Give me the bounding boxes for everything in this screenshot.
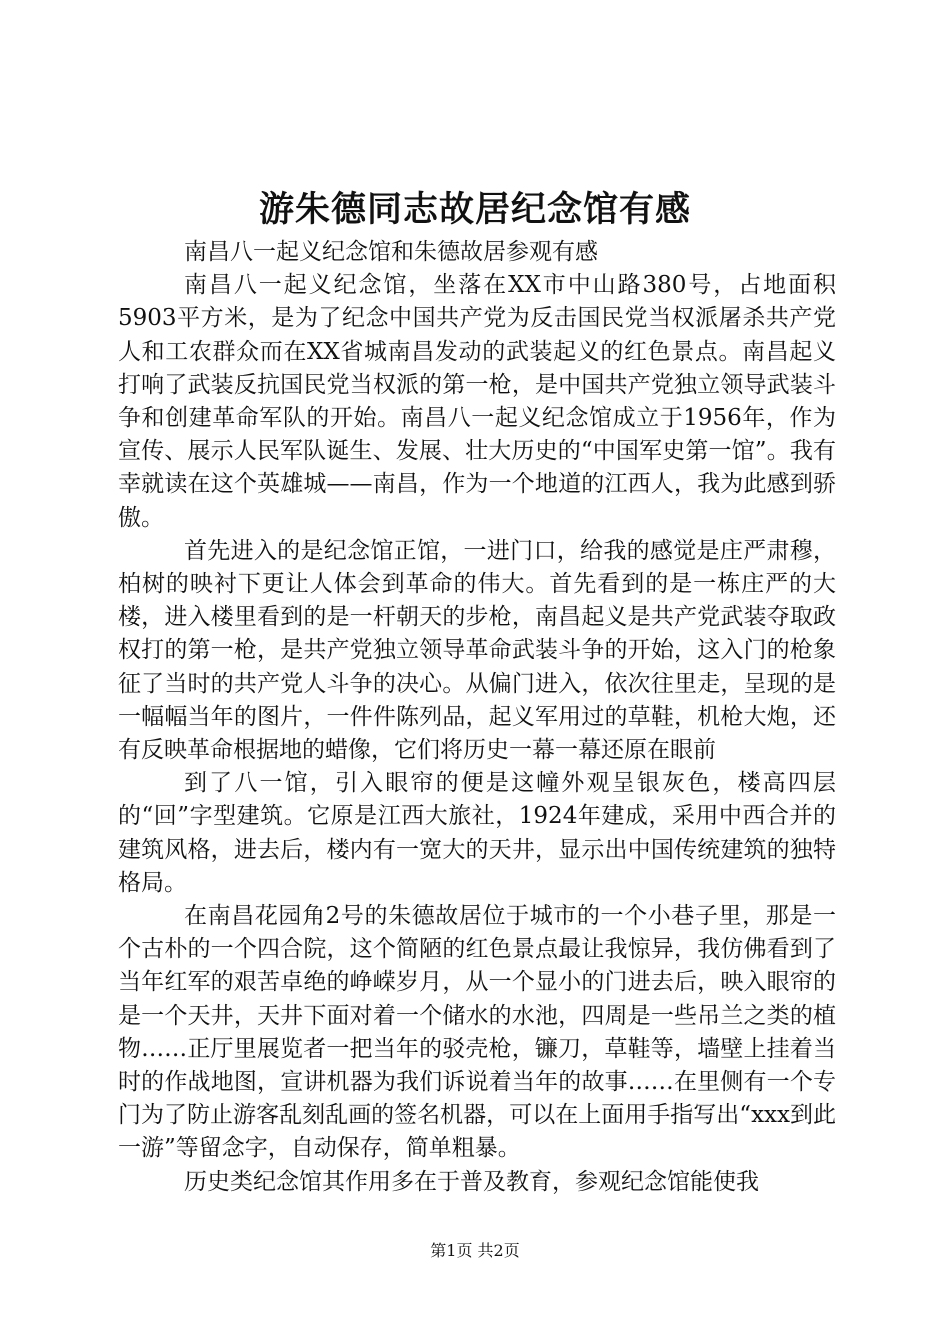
- document-title: 游朱德同志故居纪念馆有感: [258, 189, 691, 230]
- page-number-footer: 第1页 共2页: [430, 1241, 520, 1260]
- document-body: [118, 236, 836, 1199]
- paragraph-bayi-hall: 到了八一馆，引入眼帘的便是这幢外观呈银灰色，楼高四层的“回”字型建筑。它原是江西大旅社，1924年建成，采用中西合并的建筑风格，进去后，楼内有一宽大的天井，显示出中国传统建筑的独特格局。: [118, 770, 836, 896]
- paragraph-history-museums: 历史类纪念馆其作用多在于普及教育，参观纪念馆能使我: [184, 1168, 759, 1195]
- paragraph-main-hall: 首先进入的是纪念馆正馆，一进门口，给我的感觉是庄严肃穆，柏树的映衬下更让人体会到革命的伟大。首先看到的是一栋庄严的大楼，进入楼里看到的是一杆朝天的步枪，南昌起义是共产党武装夺取政权打的第一枪，是共产党独立领导革命武装斗争的开始，这入门的枪象征了当时的共产党人斗争的决心。从偏门进入，依次往里走，呈现的是一幅幅当年的图片，一件件陈列品，起义军用过的草鞋，机枪大炮，还有反映革命根据地的蜡像，它们将历史一幕一幕还原在眼前: [118, 537, 836, 764]
- paragraph-zhude-residence: 在南昌花园角2号的朱德故居位于城市的一个小巷子里，那是一个古朴的一个四合院，这个简陋的红色景点最让我惊异，我仿佛看到了当年红军的艰苦卓绝的峥嵘岁月，从一个显小的门进去后，映入眼帘的是一个天井，天井下面对着一个储水的水池，四周是一些吊兰之类的植物……正厅里展览者一把当年的驳壳枪，镰刀，草鞋等，墙壁上挂着当时的作战地图，宣讲机器为我们诉说着当年的故事……在里侧有一个专门为了防止游客乱刻乱画的签名机器，可以在上面用手指写出“xxx到此一游”等留念字，自动保存，简单粗暴。: [118, 903, 836, 1162]
- paragraph-subtitle: 南昌八一起义纪念馆和朱德故居参观有感: [184, 239, 598, 265]
- paragraph-museum-intro: 南昌八一起义纪念馆，坐落在XX市中山路380号，占地面积5903平方米，是为了纪念中国共产党为反击国民党当权派屠杀共产党人和工农群众而在XX省城南昌发动的武装起义的红色景点。南昌起义打响了武装反抗国民党当权派的第一枪，是中国共产党独立领导武装斗争和创建革命军队的开始。南昌八一起义纪念馆成立于1956年，作为宣传、展示人民军队诞生、发展、壮大历史的“中国军史第一馆”。我有幸就读在这个英雄城——南昌，作为一个地道的江西人，我为此感到骄傲。: [118, 272, 836, 531]
